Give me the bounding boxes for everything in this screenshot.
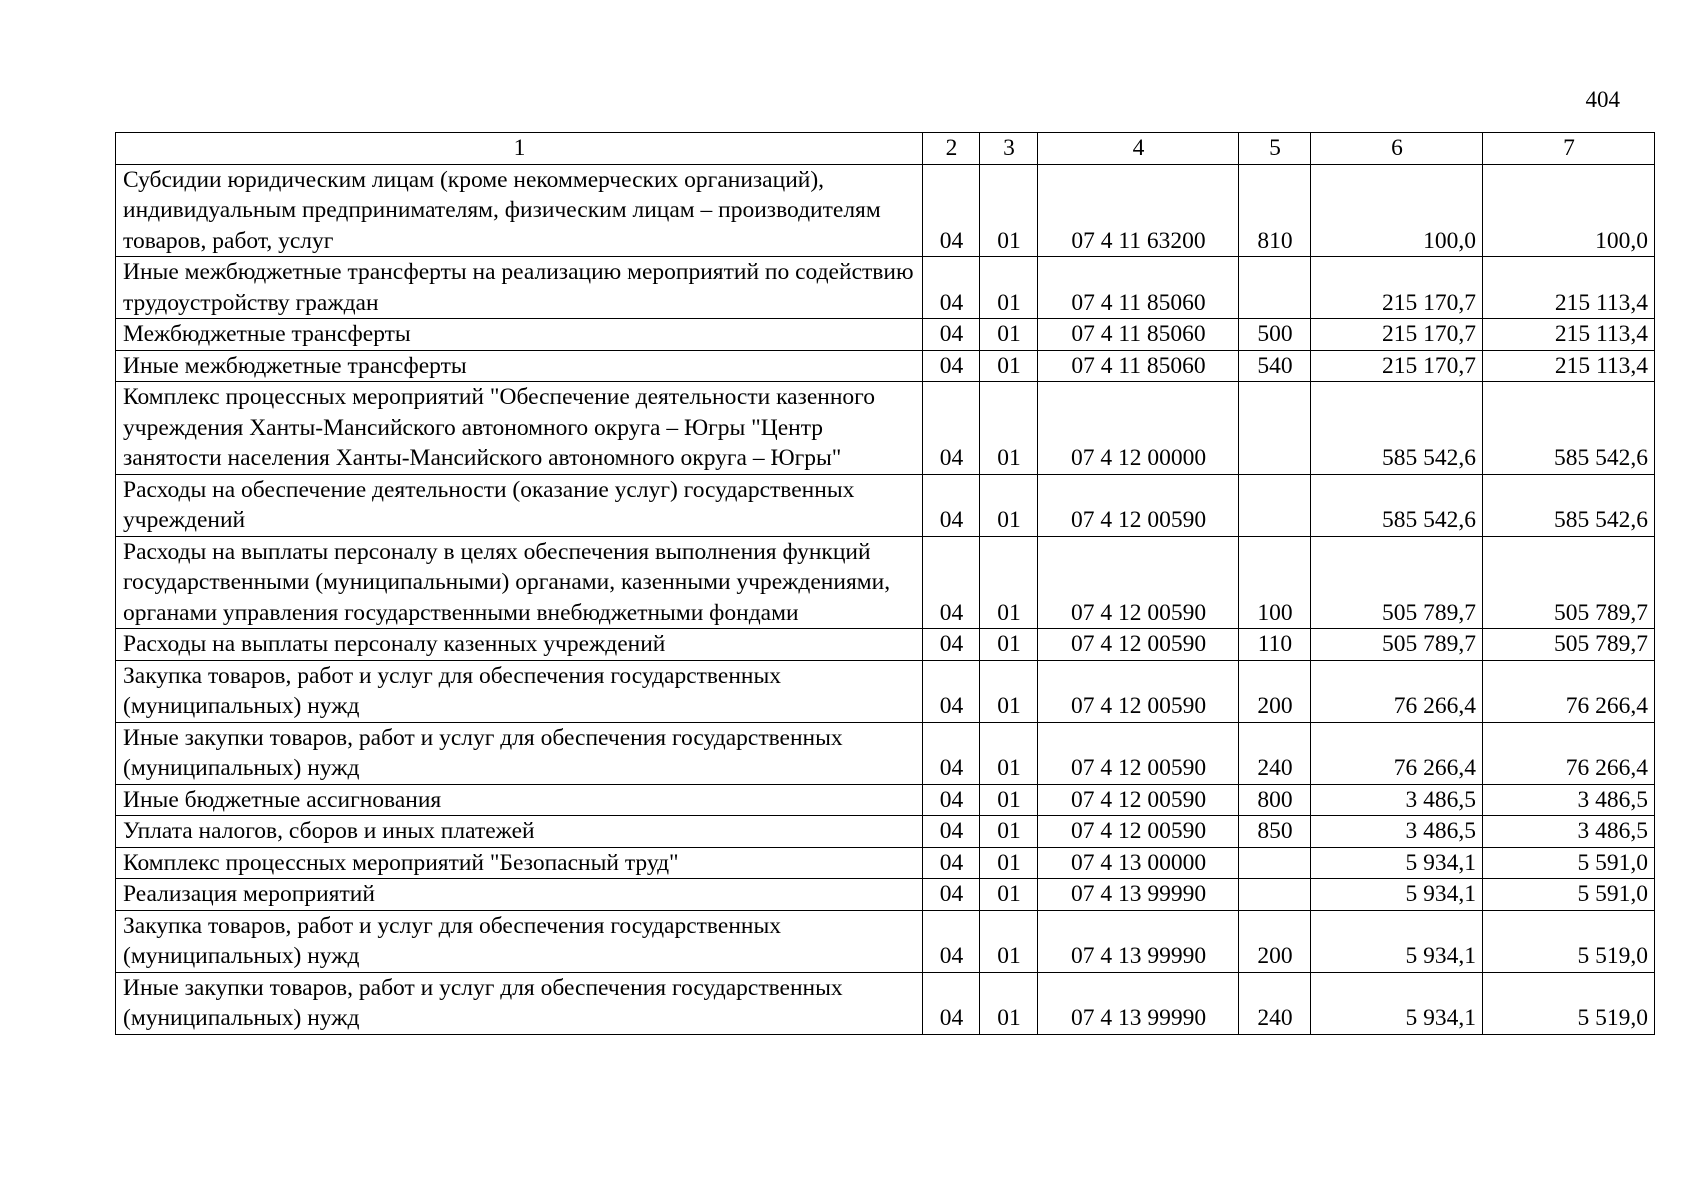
row-name-cell: Субсидии юридическим лицам (кроме некоммерческих организаций), индивидуальным предпринимателям, физическим лицам – производителям товаров, работ, услуг (116, 164, 923, 257)
table-row (116, 972, 1655, 1034)
table-row (116, 660, 1655, 722)
row-subsection-cell: 01 (980, 722, 1038, 784)
row-expense-type-cell (1239, 382, 1311, 475)
column-header-5: 5 (1239, 133, 1311, 165)
row-amount-2-cell: 5 591,0 (1483, 879, 1655, 911)
table-row (116, 350, 1655, 382)
row-section-cell: 04 (923, 164, 980, 257)
row-amount-2-cell: 585 542,6 (1483, 382, 1655, 475)
row-name-cell: Иные закупки товаров, работ и услуг для обеспечения государственных (муниципальных) нужд (116, 722, 923, 784)
row-amount-2-cell: 3 486,5 (1483, 784, 1655, 816)
row-section-cell: 04 (923, 879, 980, 911)
row-amount-1-cell: 5 934,1 (1311, 879, 1483, 911)
row-section-cell: 04 (923, 660, 980, 722)
row-amount-1-cell: 5 934,1 (1311, 847, 1483, 879)
row-expense-type-cell: 200 (1239, 910, 1311, 972)
row-expense-type-cell: 200 (1239, 660, 1311, 722)
row-subsection-cell: 01 (980, 784, 1038, 816)
row-name-cell: Закупка товаров, работ и услуг для обеспечения государственных (муниципальных) нужд (116, 660, 923, 722)
row-subsection-cell: 01 (980, 816, 1038, 848)
row-target-article-cell: 07 4 12 00590 (1038, 536, 1239, 629)
row-expense-type-cell: 240 (1239, 972, 1311, 1034)
budget-table (115, 132, 1655, 1035)
row-subsection-cell: 01 (980, 257, 1038, 319)
table-row (116, 164, 1655, 257)
row-expense-type-cell: 800 (1239, 784, 1311, 816)
table-row (116, 382, 1655, 475)
table-row (116, 536, 1655, 629)
row-section-cell: 04 (923, 257, 980, 319)
table-body (116, 164, 1655, 1034)
row-amount-2-cell: 585 542,6 (1483, 474, 1655, 536)
row-section-cell: 04 (923, 972, 980, 1034)
row-amount-1-cell: 215 170,7 (1311, 319, 1483, 351)
row-section-cell: 04 (923, 629, 980, 661)
row-expense-type-cell (1239, 257, 1311, 319)
row-expense-type-cell: 810 (1239, 164, 1311, 257)
row-amount-1-cell: 76 266,4 (1311, 660, 1483, 722)
row-expense-type-cell: 540 (1239, 350, 1311, 382)
row-amount-1-cell: 215 170,7 (1311, 350, 1483, 382)
row-target-article-cell: 07 4 11 85060 (1038, 319, 1239, 351)
row-expense-type-cell: 850 (1239, 816, 1311, 848)
row-amount-1-cell: 3 486,5 (1311, 816, 1483, 848)
row-amount-2-cell: 76 266,4 (1483, 722, 1655, 784)
table-row (116, 722, 1655, 784)
row-target-article-cell: 07 4 12 00590 (1038, 660, 1239, 722)
row-subsection-cell: 01 (980, 350, 1038, 382)
table-row (116, 319, 1655, 351)
row-target-article-cell: 07 4 13 99990 (1038, 879, 1239, 911)
row-expense-type-cell (1239, 879, 1311, 911)
row-amount-2-cell: 5 519,0 (1483, 972, 1655, 1034)
row-name-cell: Расходы на обеспечение деятельности (оказание услуг) государственных учреждений (116, 474, 923, 536)
row-subsection-cell: 01 (980, 536, 1038, 629)
row-name-cell: Иные межбюджетные трансферты на реализацию мероприятий по содействию трудоустройству граждан (116, 257, 923, 319)
row-amount-2-cell: 215 113,4 (1483, 319, 1655, 351)
row-subsection-cell: 01 (980, 164, 1038, 257)
column-header-7: 7 (1483, 133, 1655, 165)
row-expense-type-cell: 500 (1239, 319, 1311, 351)
row-name-cell: Комплекс процессных мероприятий "Обеспечение деятельности казенного учреждения Ханты-Мансийского автономного округа – Югры "Центр занятости населения Ханты-Мансийского автономного округа – Югры" (116, 382, 923, 475)
table-row (116, 629, 1655, 661)
row-target-article-cell: 07 4 13 99990 (1038, 910, 1239, 972)
row-target-article-cell: 07 4 12 00590 (1038, 816, 1239, 848)
row-amount-2-cell: 5 591,0 (1483, 847, 1655, 879)
row-subsection-cell: 01 (980, 972, 1038, 1034)
row-amount-1-cell: 76 266,4 (1311, 722, 1483, 784)
row-amount-2-cell: 100,0 (1483, 164, 1655, 257)
row-name-cell: Иные бюджетные ассигнования (116, 784, 923, 816)
row-name-cell: Расходы на выплаты персоналу казенных учреждений (116, 629, 923, 661)
row-section-cell: 04 (923, 350, 980, 382)
row-amount-2-cell: 3 486,5 (1483, 816, 1655, 848)
row-name-cell: Комплекс процессных мероприятий "Безопасный труд" (116, 847, 923, 879)
row-target-article-cell: 07 4 11 63200 (1038, 164, 1239, 257)
row-section-cell: 04 (923, 536, 980, 629)
row-expense-type-cell: 100 (1239, 536, 1311, 629)
row-amount-1-cell: 5 934,1 (1311, 972, 1483, 1034)
row-amount-2-cell: 76 266,4 (1483, 660, 1655, 722)
row-name-cell: Иные закупки товаров, работ и услуг для обеспечения государственных (муниципальных) нужд (116, 972, 923, 1034)
header-row (116, 133, 1655, 165)
row-target-article-cell: 07 4 12 00590 (1038, 722, 1239, 784)
row-section-cell: 04 (923, 784, 980, 816)
row-target-article-cell: 07 4 12 00590 (1038, 474, 1239, 536)
row-section-cell: 04 (923, 910, 980, 972)
row-amount-1-cell: 585 542,6 (1311, 474, 1483, 536)
column-header-1: 1 (116, 133, 923, 165)
page-number: 404 (1585, 87, 1620, 112)
row-amount-2-cell: 505 789,7 (1483, 629, 1655, 661)
row-target-article-cell: 07 4 12 00590 (1038, 784, 1239, 816)
row-section-cell: 04 (923, 816, 980, 848)
row-amount-2-cell: 215 113,4 (1483, 257, 1655, 319)
row-name-cell: Иные межбюджетные трансферты (116, 350, 923, 382)
table-row (116, 257, 1655, 319)
row-amount-1-cell: 3 486,5 (1311, 784, 1483, 816)
row-target-article-cell: 07 4 12 00000 (1038, 382, 1239, 475)
row-subsection-cell: 01 (980, 660, 1038, 722)
row-expense-type-cell (1239, 847, 1311, 879)
row-subsection-cell: 01 (980, 847, 1038, 879)
row-section-cell: 04 (923, 382, 980, 475)
column-header-3: 3 (980, 133, 1038, 165)
row-subsection-cell: 01 (980, 474, 1038, 536)
row-amount-1-cell: 585 542,6 (1311, 382, 1483, 475)
row-name-cell: Закупка товаров, работ и услуг для обеспечения государственных (муниципальных) нужд (116, 910, 923, 972)
row-subsection-cell: 01 (980, 319, 1038, 351)
row-expense-type-cell (1239, 474, 1311, 536)
row-section-cell: 04 (923, 474, 980, 536)
row-amount-1-cell: 215 170,7 (1311, 257, 1483, 319)
row-target-article-cell: 07 4 11 85060 (1038, 350, 1239, 382)
row-name-cell: Реализация мероприятий (116, 879, 923, 911)
row-expense-type-cell: 110 (1239, 629, 1311, 661)
row-name-cell: Межбюджетные трансферты (116, 319, 923, 351)
row-subsection-cell: 01 (980, 382, 1038, 475)
table-row (116, 784, 1655, 816)
column-header-6: 6 (1311, 133, 1483, 165)
row-target-article-cell: 07 4 13 00000 (1038, 847, 1239, 879)
row-target-article-cell: 07 4 11 85060 (1038, 257, 1239, 319)
row-target-article-cell: 07 4 12 00590 (1038, 629, 1239, 661)
table-row (116, 474, 1655, 536)
row-name-cell: Уплата налогов, сборов и иных платежей (116, 816, 923, 848)
table-row (116, 910, 1655, 972)
row-amount-1-cell: 505 789,7 (1311, 536, 1483, 629)
row-amount-2-cell: 5 519,0 (1483, 910, 1655, 972)
row-expense-type-cell: 240 (1239, 722, 1311, 784)
table-row (116, 816, 1655, 848)
row-amount-1-cell: 100,0 (1311, 164, 1483, 257)
row-amount-1-cell: 5 934,1 (1311, 910, 1483, 972)
row-section-cell: 04 (923, 847, 980, 879)
row-target-article-cell: 07 4 13 99990 (1038, 972, 1239, 1034)
column-header-4: 4 (1038, 133, 1239, 165)
row-name-cell: Расходы на выплаты персоналу в целях обеспечения выполнения функций государственными (муниципальными) органами, казенными учреждениями, органами управления государственными внебюджетными фондами (116, 536, 923, 629)
row-subsection-cell: 01 (980, 910, 1038, 972)
column-header-2: 2 (923, 133, 980, 165)
row-subsection-cell: 01 (980, 879, 1038, 911)
row-section-cell: 04 (923, 319, 980, 351)
row-amount-2-cell: 505 789,7 (1483, 536, 1655, 629)
row-section-cell: 04 (923, 722, 980, 784)
row-amount-1-cell: 505 789,7 (1311, 629, 1483, 661)
table-row (116, 847, 1655, 879)
table-row (116, 879, 1655, 911)
row-amount-2-cell: 215 113,4 (1483, 350, 1655, 382)
row-subsection-cell: 01 (980, 629, 1038, 661)
